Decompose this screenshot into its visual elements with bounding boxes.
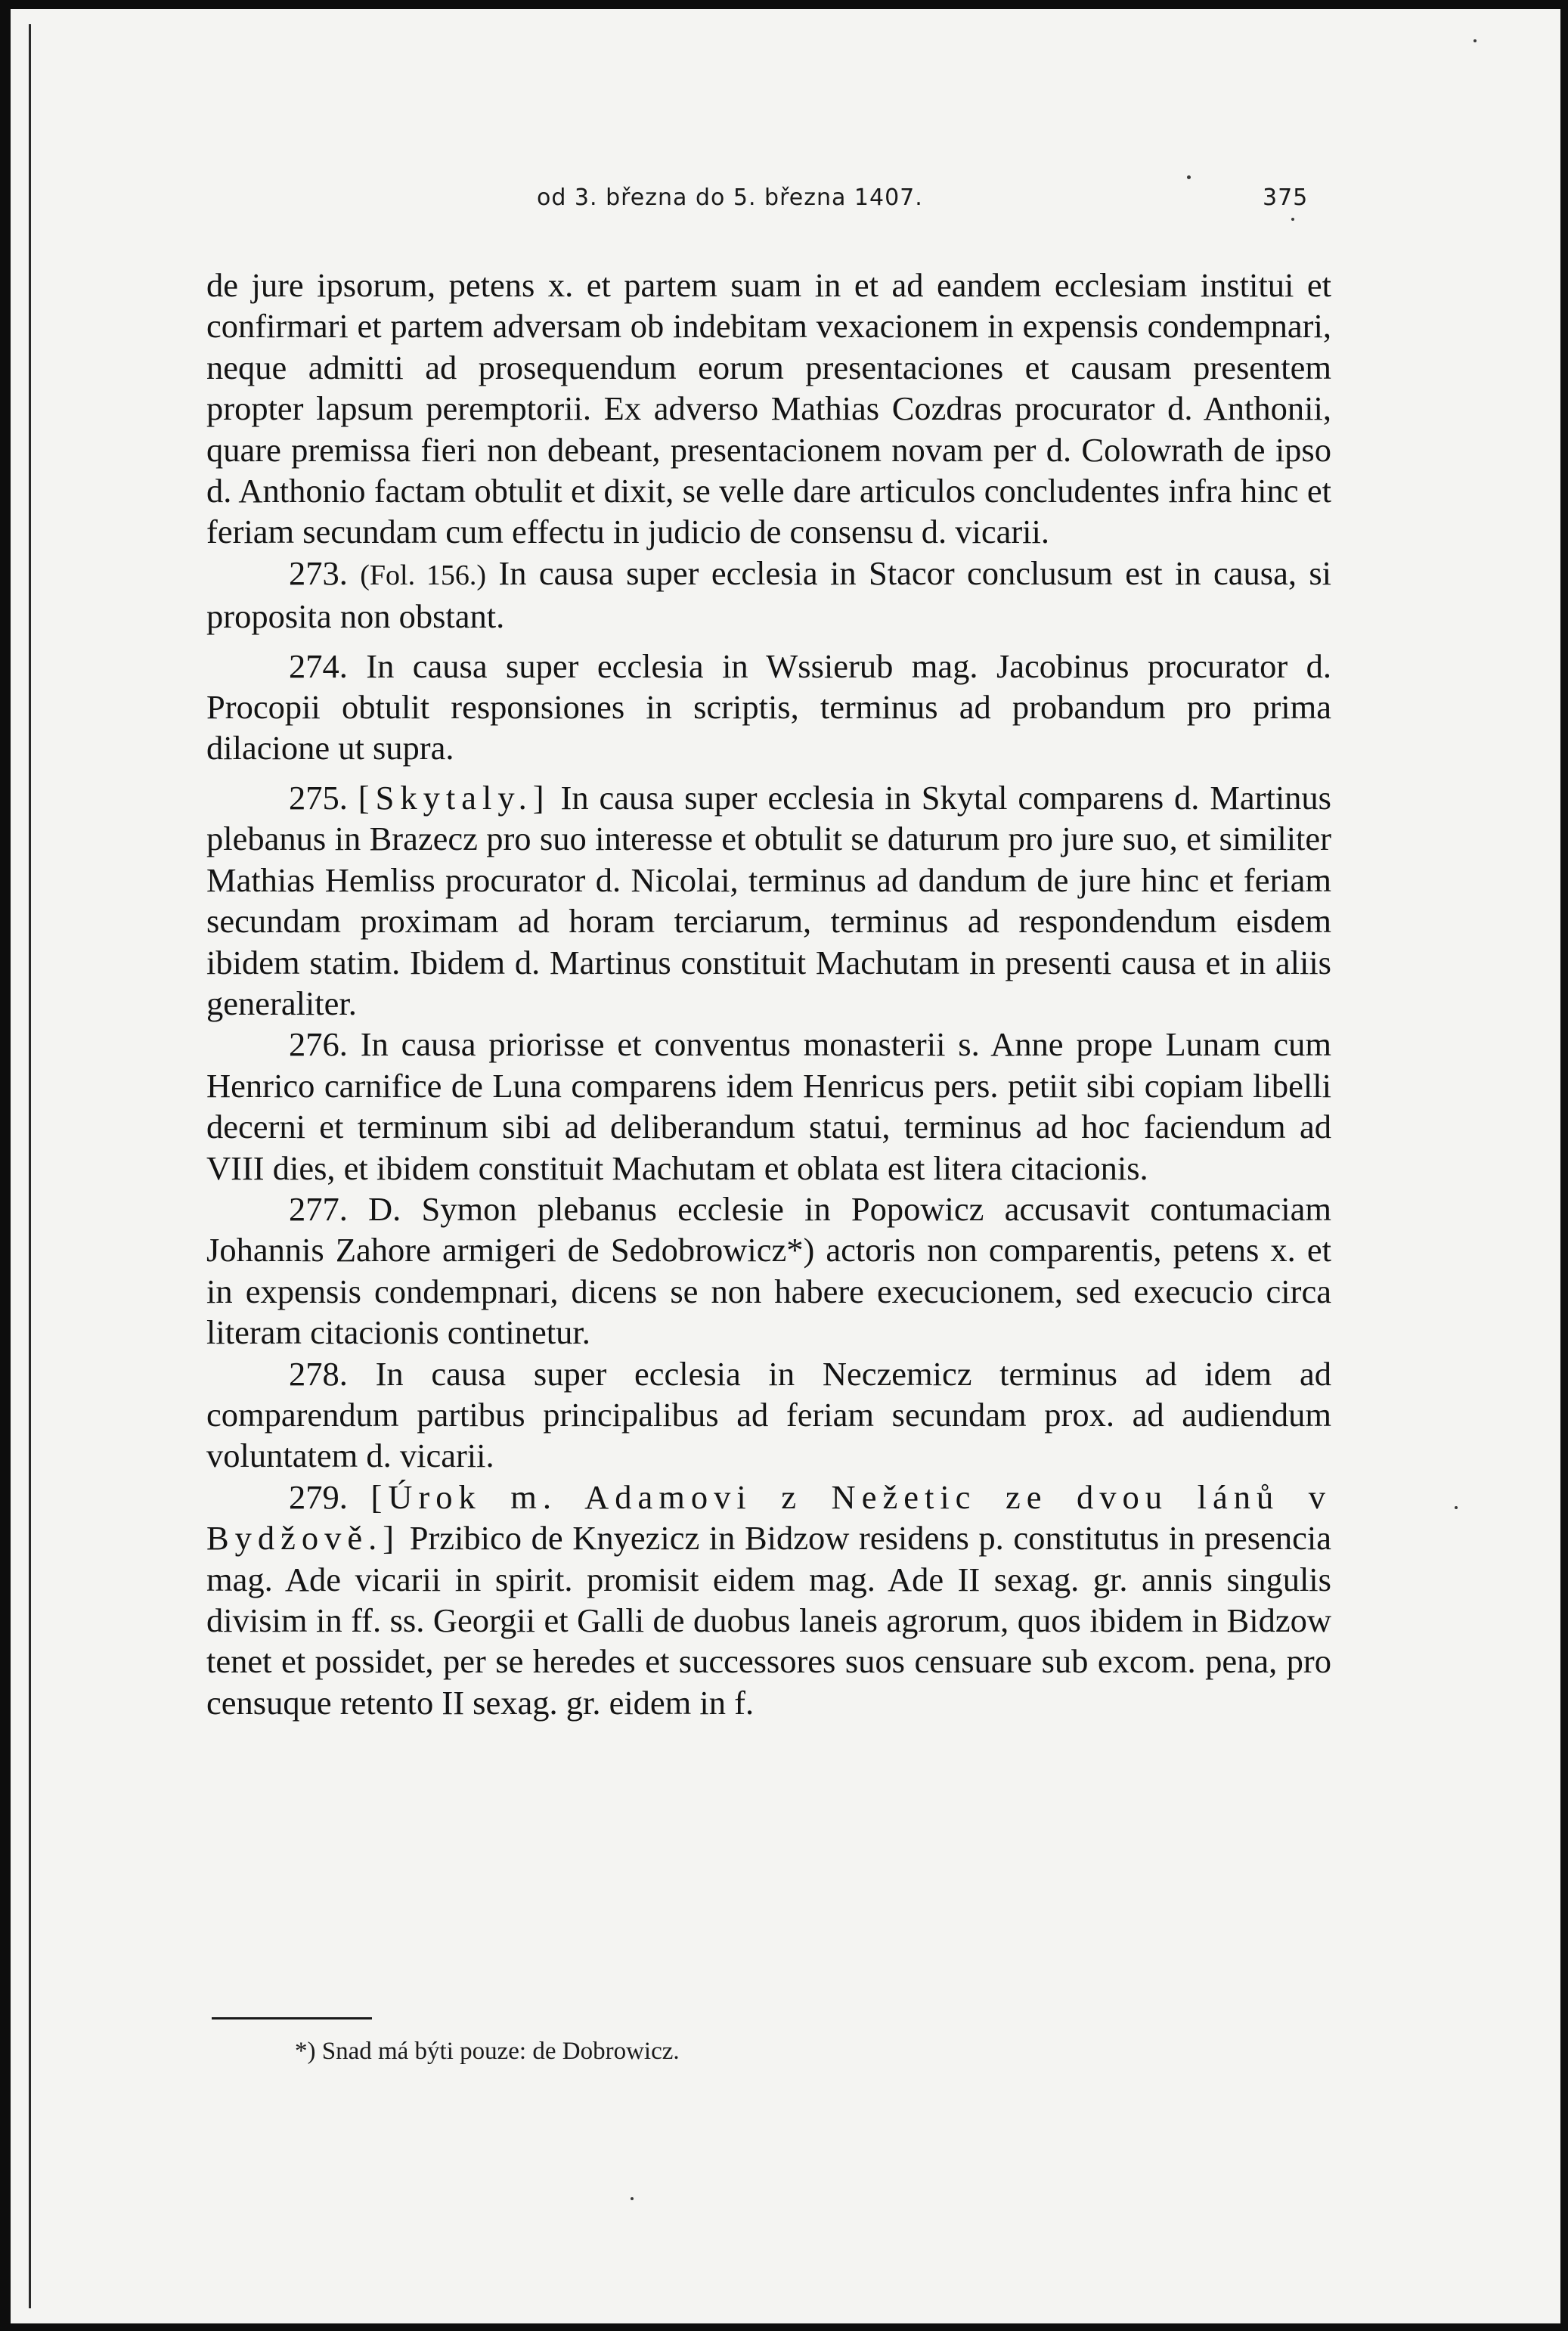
main-text (206, 265, 1331, 1723)
running-title: od 3. března do 5. března 1407. (537, 184, 923, 211)
print-speck (1187, 175, 1191, 179)
entry-number: 273. (289, 553, 348, 592)
entry-text: Przibico de Knyezicz in Bidzow residens p. constitutus in presencia mag. Ade vicarii in spirit. promisit eidem mag. Ade II sexag. gr. annis singulis divisim in ff. ss. Georgii et Galli de duobus laneis agrorum, quos ibidem in Bidzow tenet et possidet, per se heredes et successores suos censuare sub excom. pena, pro censuque retento II sexag. gr. eidem in f. (206, 1519, 1331, 1722)
folio-reference: (Fol. 156.) (360, 559, 487, 591)
print-speck (631, 2197, 634, 2200)
entry-275 (206, 777, 1331, 1024)
entry-text: In causa super ecclesia in Skytal comparens d. Martinus plebanus in Brazecz pro suo interesse et obtulit se daturum pro jure suo, et similiter Mathias Hemliss procurator d. Nicolai, terminus ad dandum de jure hinc et feriam secundam proximam ad horam terciarum, terminus ad respondendum eisdem ibidem statim. Ibidem d. Martinus constituit Machutam in presenti causa et in aliis generaliter. (206, 778, 1332, 1022)
entry-heading: [Skytaly.] (358, 778, 550, 817)
entry-text: In causa super ecclesia in Stacor conclusum est in causa, si proposita non obstant. (206, 553, 1332, 636)
page-number: 375 (1263, 184, 1309, 211)
entry-number: 275. (289, 778, 348, 817)
entry-279 (206, 1477, 1331, 1723)
entry-274: 274. In causa super ecclesia in Wssierub mag. Jacobinus procurator d. Procopii obtulit responsiones in scriptis, terminus ad probandum pro prima dilacione ut supra. (206, 646, 1331, 767)
binding-edge-rule (29, 24, 31, 2308)
footnote: *) Snad má býti pouze: de Dobrowicz. (295, 2038, 680, 2065)
entry-273 (206, 553, 1331, 637)
entry-276: 276. In causa priorisse et conventus monasterii s. Anne prope Lunam cum Henrico carnifice de Luna comparens idem Henricus pers. petiit sibi copiam libelli decerni et terminum sibi ad deliberandum statui, terminus ad hoc faciendum ad VIII dies, et ibidem constituit Machutam et oblata est litera citacionis. (206, 1025, 1331, 1187)
entry-278: 278. In causa super ecclesia in Neczemicz terminus ad idem ad comparendum partibus principalibus ad feriam secundam prox. ad audiendum voluntatem d. vicarii. (206, 1354, 1331, 1475)
print-speck (1473, 39, 1477, 42)
entry-number: 279. (289, 1477, 348, 1516)
paragraph-continuation: de jure ipsorum, petens x. et partem suam in et ad eandem ecclesiam institui et confirmari et partem adversam ob indebitam vexacionem in expensis condempnari, neque admitti ad prosequendum eorum presentaciones et causam presentem propter lapsum peremptorii. Ex adverso Mathias Cozdras procurator d. Anthonii, quare premissa fieri non debeant, presentacionem novam per d. Colowrath de ipso d. Anthonio factam obtulit et dixit, se velle dare articulos concludentes infra hinc et feriam secundam cum effectu in judicio de consensu d. vicarii. (206, 266, 1331, 551)
entry-277: 277. D. Symon plebanus ecclesie in Popowicz accusavit contumaciam Johannis Zahore armigeri de Sedobrowicz*) actoris non comparentis, petens x. et in expensis condempnari, dicens se non habere execucionem, sed execucio circa literam citacionis continetur. (206, 1189, 1331, 1352)
print-speck (1455, 1506, 1458, 1509)
print-speck (1291, 218, 1294, 221)
footnote-rule (212, 2017, 372, 2019)
entry-heading: [Úrok m. Adamovi z Nežetic ze dvou lánů v Bydžově.] (206, 1477, 1331, 1558)
